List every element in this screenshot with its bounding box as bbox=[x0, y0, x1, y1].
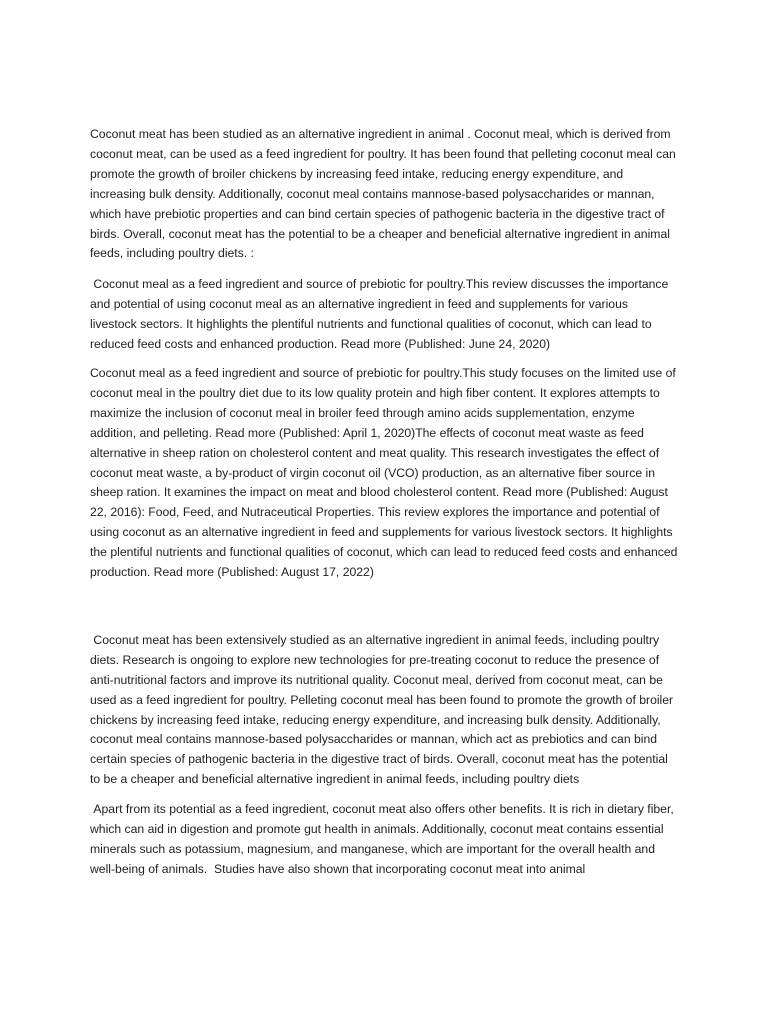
paragraph-other-benefits: Apart from its potential as a feed ingredient, coconut meat also offers other benefits. It is rich in dietary fiber, which can aid in digestion and promote gut health in animals. Additionally, coconut meat contains essential minerals such as potassium, magnesium, and manganese, which are important for the overall health and well-being of animals. Studies have also shown that incorporating coconut meat into animal bbox=[90, 802, 678, 876]
paragraph-extensive-study: Coconut meat has been extensively studied as an alternative ingredient in animal feeds, including poultry diets. Research is ongoing to explore new technologies for pre-treating coconut to reduce the presence of anti-nutritional factors and improve its nutritional quality. Coconut meal, derived from coconut meat, can be used as a feed ingredient for poultry. Pelleting coconut meal has been found to promote the growth of broiler chickens by increasing feed intake, reducing energy expenditure, and increasing bulk density. Additionally, coconut meal contains mannose-based polysaccharides or mannan, which act as prebiotics and can bind certain species of pathogenic bacteria in the digestive tract of birds. Overall, coconut meat has the potential to be a cheaper and beneficial alternative ingredient in animal feeds, including poultry diets bbox=[90, 632, 677, 787]
paragraph-prebiotic-review: Coconut meal as a feed ingredient and source of prebiotic for poultry.This review discusses the importance and potential of using coconut meal as an alternative ingredient in feed and supplements for various livestock sectors. It highlights the plentiful nutrients and functional qualities of coconut, which can lead to reduced feed costs and enhanced production. Read more (Published: June 24, 2020) bbox=[90, 277, 672, 352]
paragraph-coconut-alternative-ingredient: Coconut meat has been studied as an alternative ingredient in animal . Coconut meal, which is derived from coconut meat, can be used as a feed ingredient for poultry. It has been found that pelleting coconut meal can promote the growth of broiler chickens by increasing feed intake, reducing energy expenditure, and increasing bulk density. Additionally, coconut meal contains mannose-based polysaccharides or mannan, which have prebiotic properties and can bind certain species of pathogenic bacteria in the digestive tract of birds. Overall, coconut meat has the potential to be a cheaper and beneficial alternative ingredient in animal feeds, including poultry diets. : bbox=[90, 127, 680, 261]
paragraph-research-summaries: Coconut meal as a feed ingredient and source of prebiotic for poultry.This study focuses on the limited use of coconut meal in the poultry diet due to its low quality protein and high fiber content. It explores attempts to maximize the inclusion of coconut meal in broiler feed through amino acids supplementation, enzyme addition, and pelleting. Read more (Published: April 1, 2020)The effects of coconut meat waste as feed alternative in sheep ration on cholesterol content and meat quality. This research investigates the effect of coconut meat waste, a by-product of virgin coconut oil (VCO) production, as an alternative fiber source in sheep ration. It examines the impact on meat and blood cholesterol content. Read more (Published: August 22, 2016): Food, Feed, and Nutraceutical Properties. This review explores the importance and potential of using coconut as an alternative ingredient in feed and supplements for various livestock sectors. It highlights the plentiful nutrients and functional qualities of coconut, which can lead to reduced feed costs and enhanced production. Read more (Published: August 17, 2022) bbox=[90, 365, 681, 580]
document-body bbox=[90, 125, 681, 880]
